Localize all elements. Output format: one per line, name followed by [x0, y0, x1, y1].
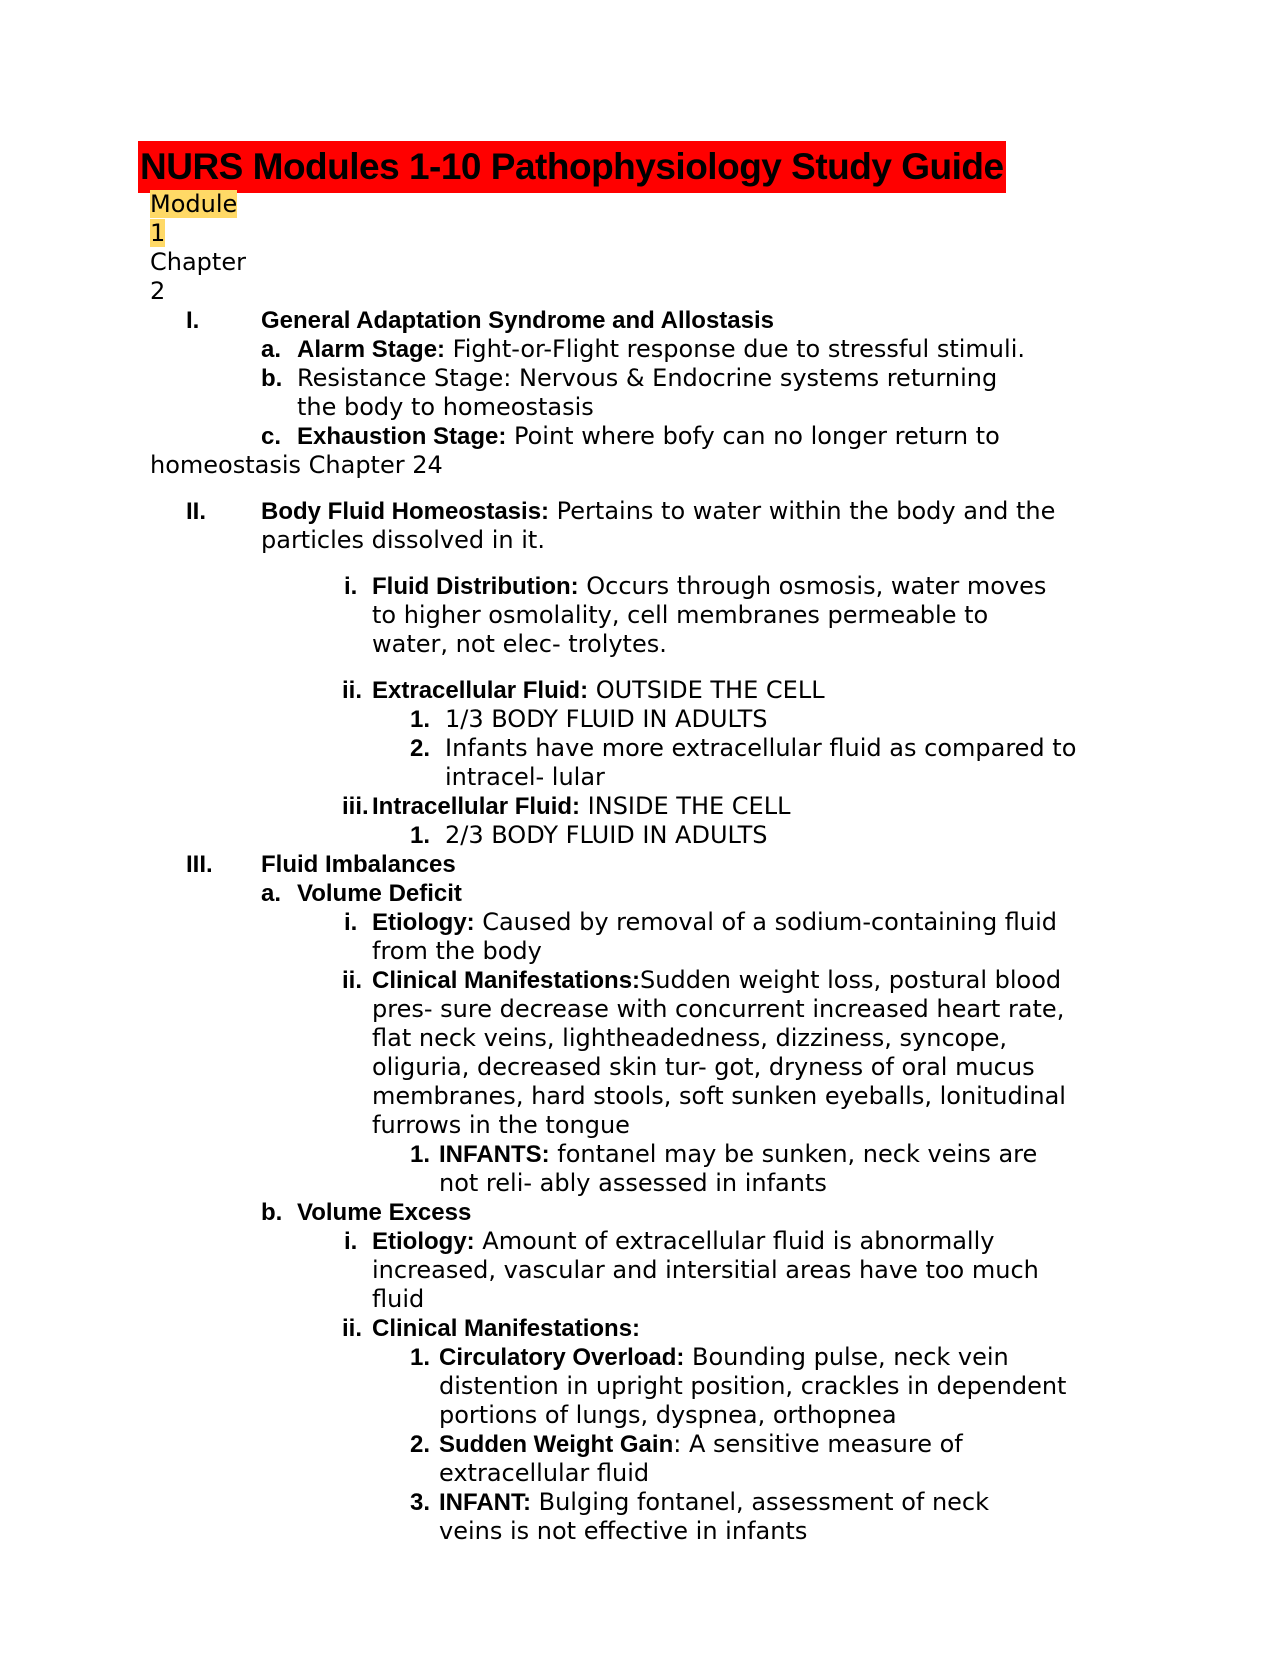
item-2iii: Intracellular Fluid: INSIDE THE CELL — [372, 792, 791, 820]
item-3b-i-line2: increased, vascular and intersitial areas have too much — [372, 1256, 1039, 1284]
item-1b-marker: b. — [261, 365, 283, 392]
item-3b-i-line3: fluid — [372, 1285, 425, 1313]
item-2i-line2: to higher osmolality, cell membranes permeable to — [372, 601, 989, 629]
item-2ii-1: 1/3 BODY FLUID IN ADULTS — [445, 705, 768, 733]
item-3b-ii-1-marker: 1. — [410, 1344, 431, 1371]
item-3a-ii-1-line2: not reli- ably assessed in infants — [439, 1169, 827, 1197]
item-3b-ii-1: Circulatory Overload: Bounding pulse, neck vein — [439, 1343, 1009, 1371]
item-2i: Fluid Distribution: Occurs through osmosis, water moves — [372, 572, 1047, 600]
item-1b-line2: the body to homeostasis — [297, 393, 594, 421]
module-label: Module — [150, 190, 238, 218]
item-3b-ii-2-marker: 2. — [410, 1431, 431, 1458]
item-2i-line3: water, not elec- trolytes. — [372, 630, 667, 658]
section-2-line2: particles dissolved in it. — [261, 526, 545, 554]
item-3b-marker: b. — [261, 1199, 283, 1226]
item-3b-heading: Volume Excess — [297, 1199, 472, 1226]
item-3b-ii-1-line2: distention in upright position, crackles in dependent — [439, 1372, 1067, 1400]
section-1-marker: I. — [186, 307, 200, 334]
item-1c: Exhaustion Stage: Point where bofy can no longer return to — [297, 422, 1000, 450]
item-3b-ii-marker: ii. — [342, 1315, 363, 1342]
item-2i-marker: i. — [344, 573, 358, 600]
item-3a-ii-line3: flat neck veins, lightheadedness, dizziness, syncope, — [372, 1024, 1007, 1052]
chapter-label: Chapter — [150, 248, 246, 276]
item-3b-ii-3: INFANT: Bulging fontanel, assessment of neck — [439, 1488, 990, 1516]
item-3a-heading: Volume Deficit — [297, 880, 462, 907]
item-2ii-marker: ii. — [342, 677, 363, 704]
item-3a-ii-marker: ii. — [342, 967, 363, 994]
item-2iii-marker: iii. — [342, 793, 369, 820]
item-3b-ii-heading: Clinical Manifestations: — [372, 1315, 641, 1342]
item-2iii-1: 2/3 BODY FLUID IN ADULTS — [445, 821, 768, 849]
item-3a-ii-1-marker: 1. — [410, 1141, 431, 1168]
item-2ii-2-marker: 2. — [410, 735, 431, 762]
document-title: NURS Modules 1-10 Pathophysiology Study Guide — [138, 141, 1006, 193]
item-1c-marker: c. — [261, 423, 282, 450]
item-1a: Alarm Stage: Fight-or-Flight response due to stressful stimuli. — [297, 335, 1025, 363]
module-number: 1 — [150, 219, 166, 247]
item-1b-line1: Resistance Stage: Nervous & Endocrine systems returning — [297, 364, 998, 392]
item-3a-ii-line5: membranes, hard stools, soft sunken eyeballs, lonitudinal — [372, 1082, 1066, 1110]
item-3a-ii-1: INFANTS: fontanel may be sunken, neck veins are — [439, 1140, 1038, 1168]
section-1-heading: General Adaptation Syndrome and Allostasis — [261, 307, 774, 334]
item-2ii-2-line1: Infants have more extracellular fluid as compared to — [445, 734, 1077, 762]
item-3a-i: Etiology: Caused by removal of a sodium-containing fluid — [372, 908, 1058, 936]
item-3b-ii-2: Sudden Weight Gain: A sensitive measure of — [439, 1430, 963, 1458]
item-3b-ii-3-line2: veins is not effective in infants — [439, 1517, 808, 1545]
item-3a-ii-line2: pres- sure decrease with concurrent increased heart rate, — [372, 995, 1065, 1023]
item-2iii-1-marker: 1. — [410, 822, 431, 849]
section-3-heading: Fluid Imbalances — [261, 851, 456, 878]
chapter-number: 2 — [150, 277, 166, 305]
item-3b-ii-2-line2: extracellular fluid — [439, 1459, 650, 1487]
item-2ii: Extracellular Fluid: OUTSIDE THE CELL — [372, 676, 825, 704]
item-3a-ii-line6: furrows in the tongue — [372, 1111, 630, 1139]
item-2ii-2-line2: intracel- lular — [445, 763, 605, 791]
item-3a-marker: a. — [261, 880, 282, 907]
section-2-heading: Body Fluid Homeostasis: Pertains to water within the body and the — [261, 497, 1056, 525]
item-3a-i-line2: from the body — [372, 937, 542, 965]
item-3a-ii-line4: oliguria, decreased skin tur- got, dryness of oral mucus — [372, 1053, 1035, 1081]
section-3-marker: III. — [186, 851, 213, 878]
item-1c-line2: homeostasis Chapter 24 — [150, 451, 443, 479]
item-3a-i-marker: i. — [344, 909, 358, 936]
item-3b-ii-1-line3: portions of lungs, dyspnea, orthopnea — [439, 1401, 897, 1429]
item-1a-marker: a. — [261, 336, 282, 363]
item-3a-ii: Clinical Manifestations:Sudden weight loss, postural blood — [372, 966, 1062, 994]
item-3b-i-marker: i. — [344, 1228, 358, 1255]
item-3b-ii-3-marker: 3. — [410, 1489, 431, 1516]
item-3b-i: Etiology: Amount of extracellular fluid is abnormally — [372, 1227, 995, 1255]
item-2ii-1-marker: 1. — [410, 706, 431, 733]
section-2-marker: II. — [186, 498, 207, 525]
